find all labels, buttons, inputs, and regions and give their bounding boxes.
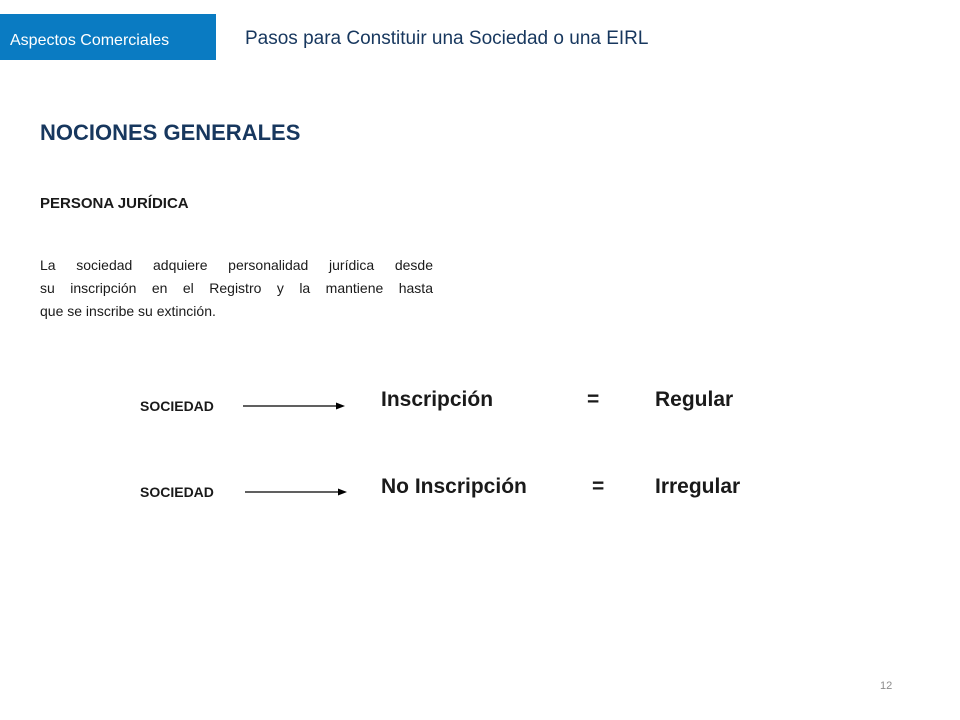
section-tab-label: Aspectos Comerciales [10, 32, 170, 49]
row-result: Irregular [655, 475, 741, 498]
row-subject: SOCIEDAD [140, 398, 214, 414]
subsection-heading: PERSONA JURÍDICA [40, 195, 189, 212]
row-subject: SOCIEDAD [140, 484, 214, 500]
page-number: 12 [880, 680, 893, 692]
row-term: No Inscripción [381, 475, 527, 498]
equals-sign: = [587, 388, 600, 411]
row-result: Regular [655, 388, 734, 411]
paragraph-line: La sociedad adquiere personalidad jurídica desde [40, 257, 433, 273]
slide-title: Pasos para Constituir una Sociedad o una EIRL [245, 28, 649, 49]
equals-sign: = [592, 475, 605, 498]
section-tab [0, 14, 216, 60]
body-paragraph [40, 254, 433, 323]
paragraph-line: que se inscribe su extinción. [40, 303, 216, 319]
paragraph-line: su inscripción en el Registro y la mantiene hasta [40, 280, 433, 296]
section-heading: NOCIONES GENERALES [40, 120, 301, 145]
arrow-right-icon [242, 400, 348, 412]
arrow-right-icon [244, 486, 350, 498]
row-term: Inscripción [381, 388, 494, 411]
